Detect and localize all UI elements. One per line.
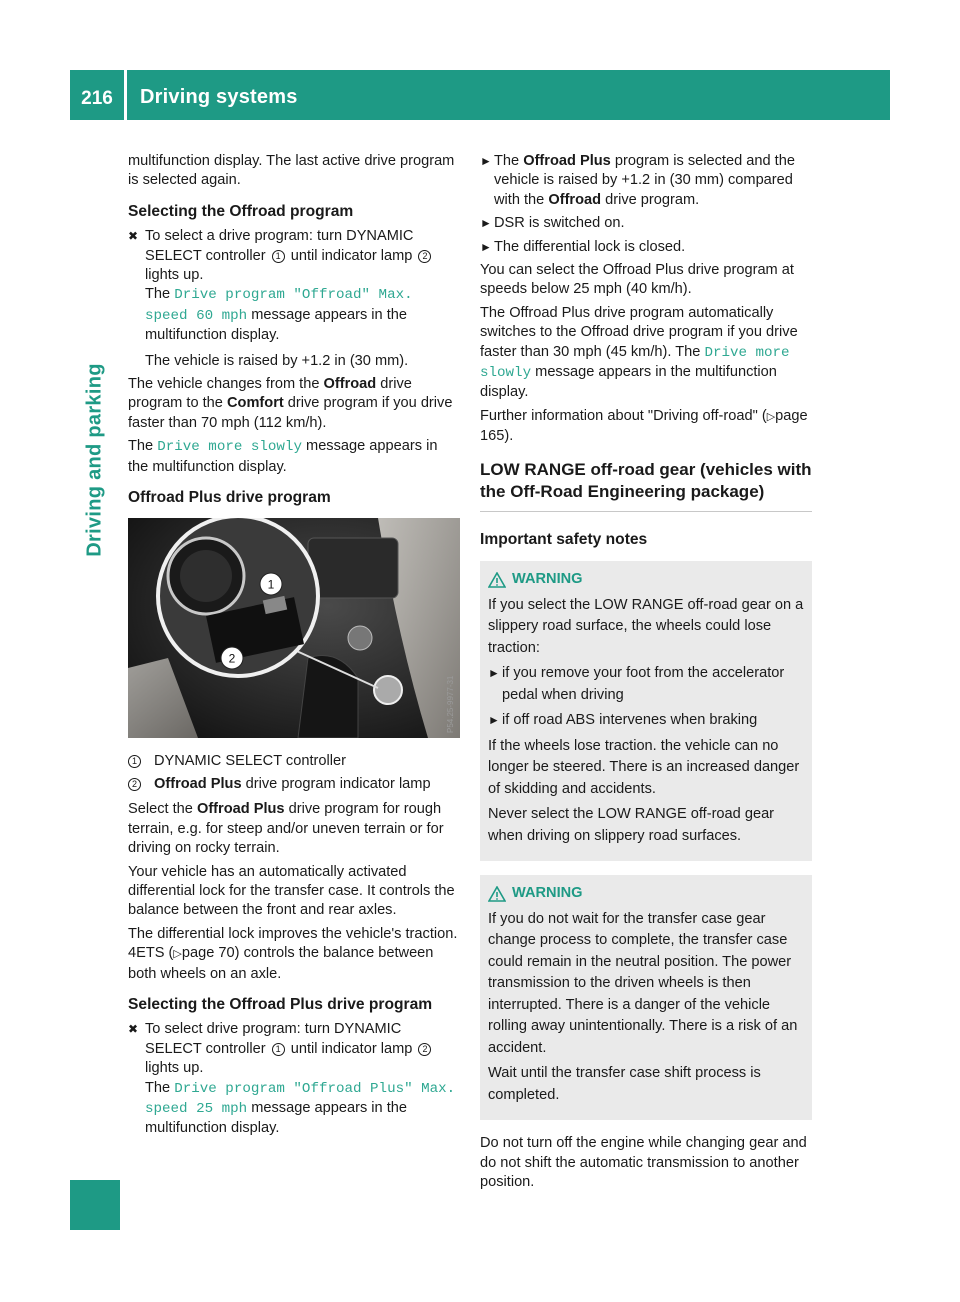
page-ref-arrow-icon: ▷ <box>173 948 182 961</box>
legend-item-2: 2 Offroad Plus drive program indicator lamp <box>128 775 460 794</box>
right-column <box>480 152 812 1196</box>
bullet-icon: ► <box>480 154 492 168</box>
page-ref-link: page 70 <box>181 945 235 962</box>
display-message: Drive more slowly <box>157 439 302 456</box>
warning-bullet: ► if you remove your foot from the accelerator pedal when driving <box>488 665 785 703</box>
side-tab-label: Driving and parking <box>83 363 106 557</box>
warning-text: Never select the LOW RANGE off-road gear when driving on slippery road surfaces. <box>488 806 775 844</box>
section-heading-low-range: LOW RANGE off-road gear (vehicles with the Off-Road Engineering package) <box>480 459 812 512</box>
diff-improves-text: The differential lock improves the vehicle's traction. 4ETS (▷page 70) controls the balance between both wheels on an axle. <box>128 925 458 982</box>
step-select-offroad: ✖ To select a drive program: turn DYNAMIC SELECT controller 1 until indicator lamp 2 lights up. The Drive program "Offroad" Max. speed 60 mph message appears in the multifunction display. The vehicle is raised by +1.2 in (30 mm). <box>128 227 460 371</box>
speeds-text: You can select the Offroad Plus drive program at speeds below 25 mph (40 km/h). <box>480 262 794 298</box>
warning-title: WARNING <box>488 569 804 591</box>
auto-switch-text: The Offroad Plus drive program automatically switches to the Offroad drive program if you drive faster than 30 mph (45 km/h). The Drive more slowly message appears in the multifunction display. <box>480 304 798 401</box>
warning-text: If the wheels lose traction. the vehicle can no longer be steered. There is an increased danger of skidding and accidents. <box>488 737 800 797</box>
left-column <box>128 152 460 1143</box>
bullet-offroad-plus-selected: ► The Offroad Plus program is selected and the vehicle is raised by +1.2 in (30 mm) compared with the Offroad drive program. <box>480 153 795 208</box>
figure-dynamic-select <box>128 518 460 738</box>
warning-bullet: ► if off road ABS intervenes when braking <box>488 710 804 732</box>
final-text: Do not turn off the engine while changing gear and do not shift the automatic transmission to another position. <box>480 1135 807 1190</box>
console-illustration <box>128 518 460 738</box>
callout-2-icon: 2 <box>418 1043 431 1056</box>
step-arrow-icon: ✖ <box>128 1022 139 1037</box>
callout-2-icon: 2 <box>418 250 431 263</box>
page-number: 216 <box>81 88 113 109</box>
page-header-title: Driving systems <box>140 86 298 108</box>
callout-1-icon: 1 <box>272 250 285 263</box>
raised-note: The vehicle is raised by +1.2 in (30 mm). <box>145 352 409 369</box>
bullet-icon: ► <box>488 713 500 728</box>
comfort-change-text: The vehicle changes from the Offroad drive program to the Comfort drive program if you drive faster than 70 mph (112 km/h). <box>128 376 453 431</box>
legend-item-1: 1 DYNAMIC SELECT controller <box>128 752 460 771</box>
display-message: Drive program "Offroad" Max. speed 60 mph <box>145 287 413 324</box>
warning-box-traction <box>480 561 812 861</box>
section-heading-select-offroad-plus: Selecting the Offroad Plus drive program <box>128 995 433 1013</box>
page-ref-arrow-icon: ▷ <box>766 410 776 423</box>
callout-2-icon: 2 <box>128 778 141 791</box>
warning-box-transfer-case <box>480 875 812 1120</box>
bullet-diff-lock: ► The differential lock is closed. <box>480 238 812 257</box>
side-tab-marker <box>70 1180 120 1230</box>
select-offroad-plus-text: Select the Offroad Plus drive program for rough terrain, e.g. for steep and/or uneven terrain or for driving on rocky terrain. <box>128 801 444 857</box>
section-heading-offroad-plus: Offroad Plus drive program <box>128 489 331 507</box>
header-separator <box>124 70 127 120</box>
page-ref-link: page 165 <box>480 407 808 445</box>
callout-1-icon: 1 <box>128 755 141 768</box>
diff-lock-text: Your vehicle has an automatically activated differential lock for the transfer case. It controls the balance between the front and rear axles. <box>128 863 455 919</box>
callout-1-icon: 1 <box>272 1043 285 1056</box>
warning-triangle-icon <box>488 572 506 588</box>
display-message: Drive program "Offroad Plus" Max. speed 25 mph <box>145 1080 456 1117</box>
warning-text: If you do not wait for the transfer case gear change process to complete, the transfer case could remain in the neutral position. The power transmission to the driven wheels is then interrupted. There is a danger of the vehicle rolling away unintentionally. There is a risk of an accident. <box>488 910 798 1056</box>
figure-code: P54.25-9977-31 <box>446 675 455 733</box>
figure-label-1: 1 <box>267 577 275 591</box>
bullet-icon: ► <box>480 239 492 254</box>
figure-label-2: 2 <box>228 651 236 665</box>
step-select-offroad-plus: ✖ To select drive program: turn DYNAMIC SELECT controller 1 until indicator lamp 2 lights up. The Drive program "Offroad Plus" Max. speed 25 mph message appears in the multifunction display. <box>128 1021 456 1137</box>
section-heading-safety: Important safety notes <box>480 530 648 548</box>
bullet-dsr: ► DSR is switched on. <box>480 214 812 233</box>
warning-triangle-icon <box>488 886 506 902</box>
bullet-icon: ► <box>488 666 500 681</box>
display-message: Drive more slowly <box>480 344 790 382</box>
step-arrow-icon: ✖ <box>128 229 139 244</box>
drive-slowly-text: The Drive more slowly message appears in the multifunction display. <box>128 438 438 475</box>
intro-text: multifunction display. The last active drive program is selected again. <box>128 153 455 189</box>
section-heading-offroad: Selecting the Offroad program <box>128 202 354 220</box>
warning-title: WARNING <box>488 883 804 905</box>
warning-intro: If you select the LOW RANGE off-road gear on a slippery road surface, the wheels could lose traction: <box>488 596 804 656</box>
bullet-icon: ► <box>480 216 492 231</box>
further-info-text: Further information about "Driving off-road" (▷page 165). <box>480 407 808 445</box>
warning-text: Wait until the transfer case shift process is completed. <box>488 1065 761 1103</box>
